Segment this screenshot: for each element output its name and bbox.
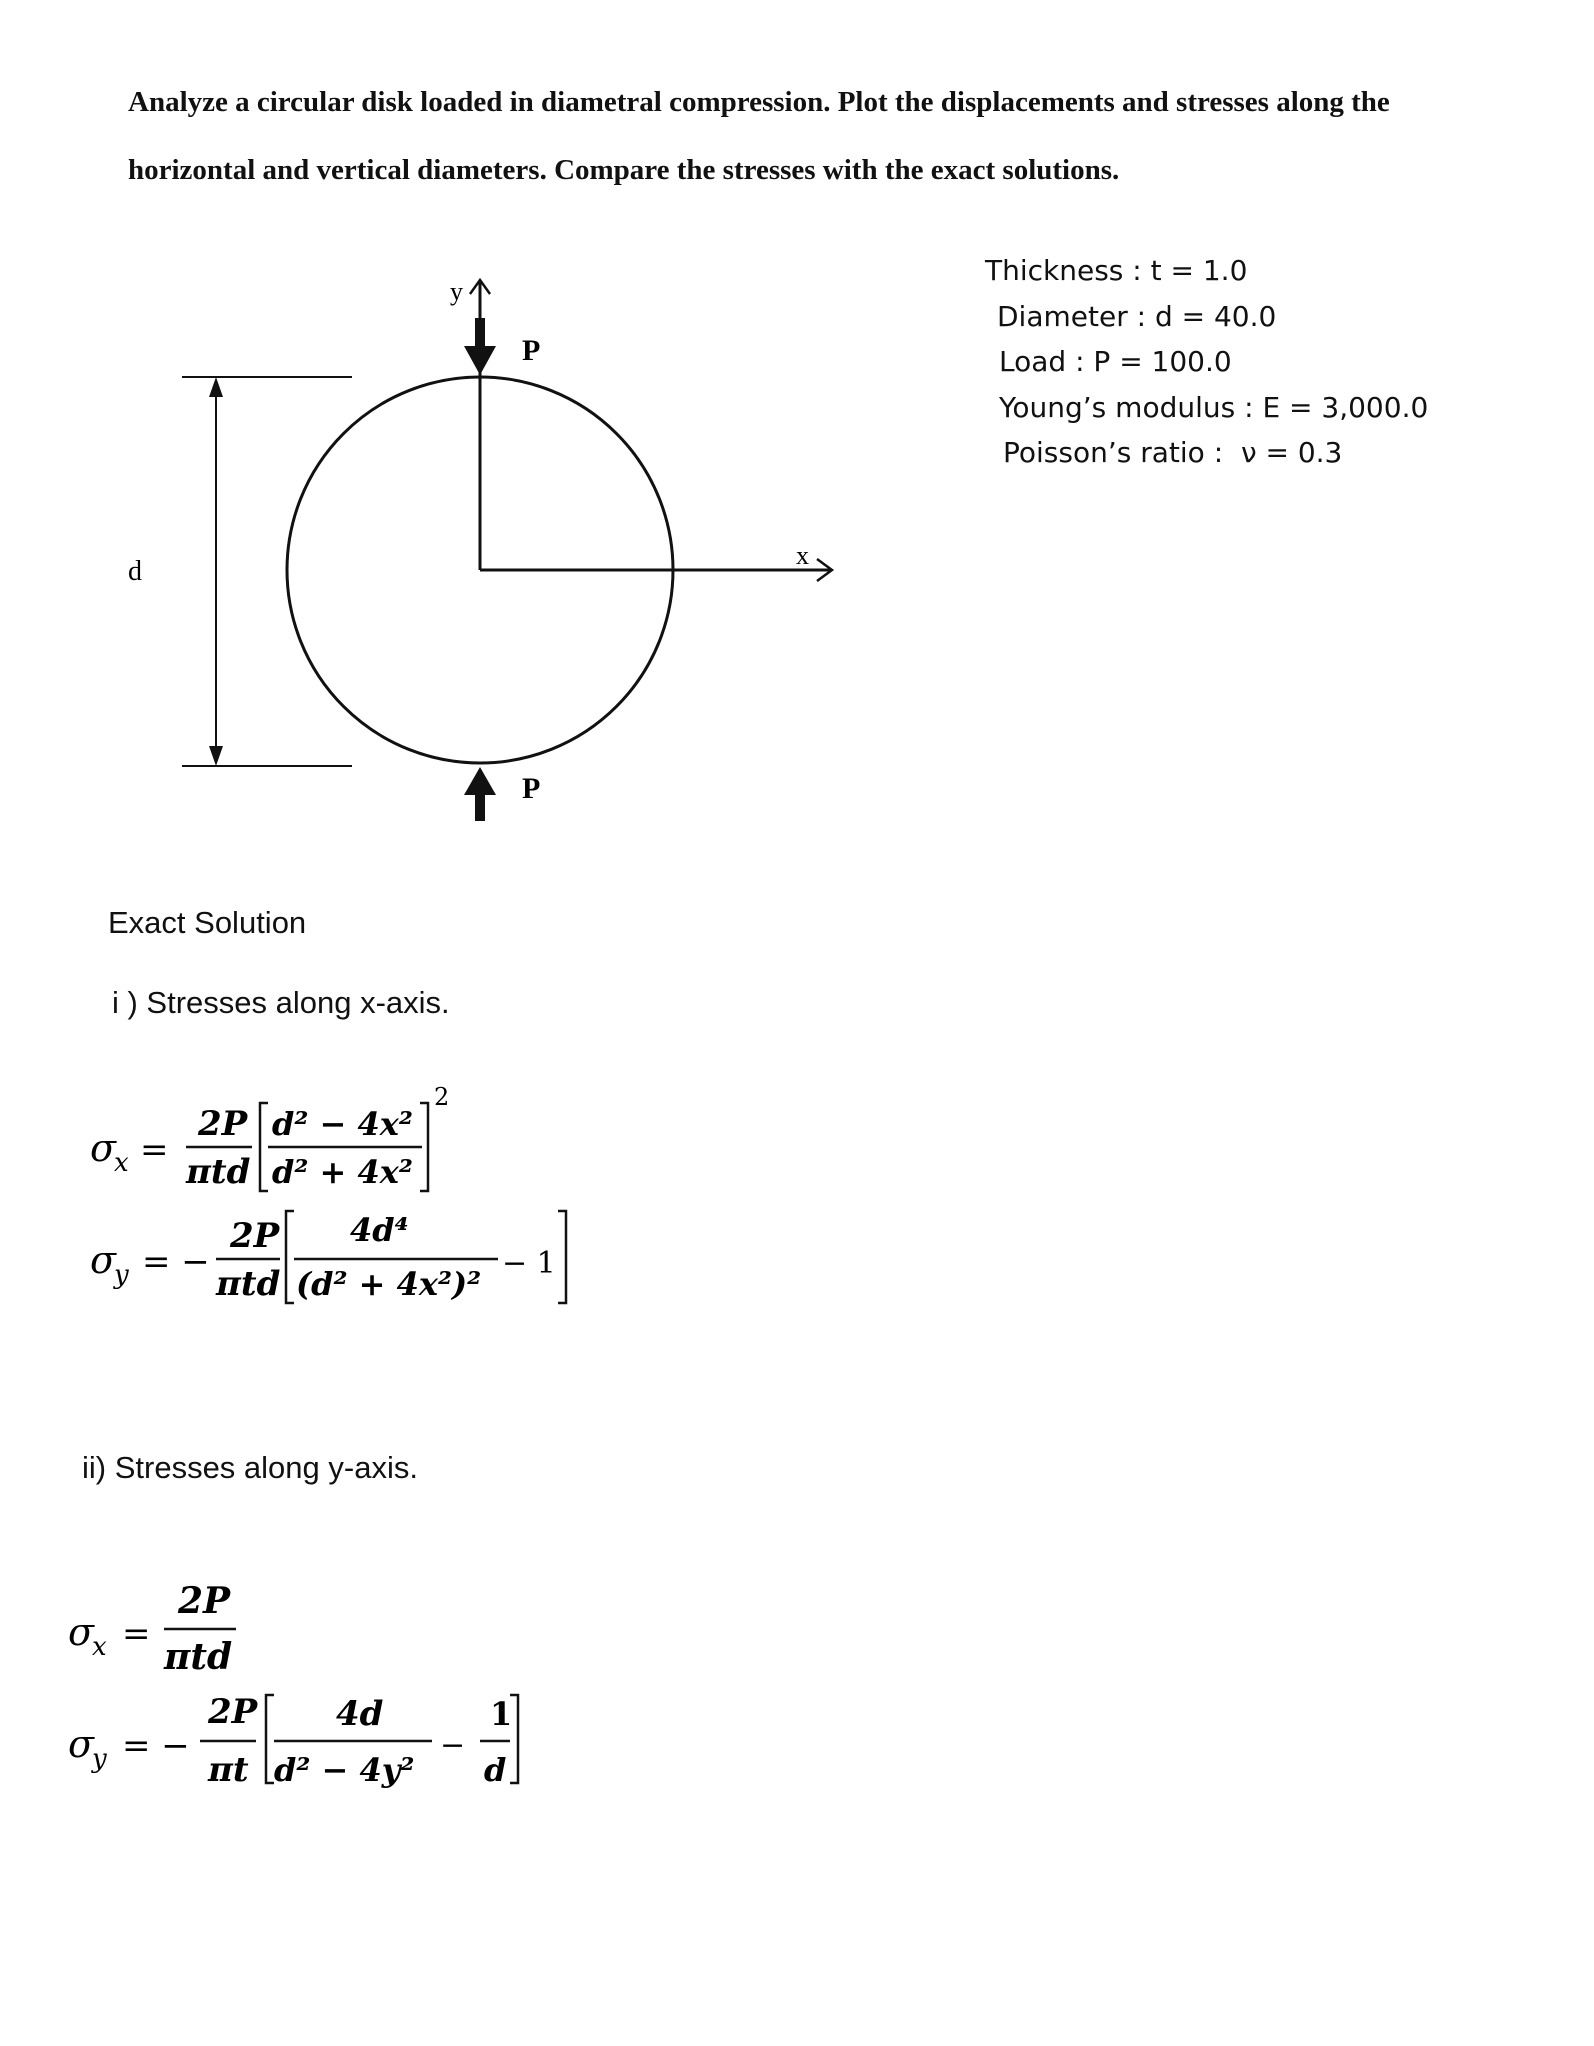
param-youngs-modulus: Young’s modulus : E = 3,000.0 — [999, 390, 1429, 424]
y-axis-label: y — [450, 277, 463, 306]
svg-text:−: − — [440, 1728, 466, 1763]
equation-sigma-y-along-x — [90, 1211, 566, 1304]
svg-text:πtd: πtd — [216, 1264, 281, 1304]
svg-text:2P: 2P — [208, 1692, 258, 1732]
svg-text:1: 1 — [490, 1695, 513, 1733]
load-top-arrow-icon — [464, 346, 496, 375]
svg-text:πtd: πtd — [186, 1152, 251, 1192]
svg-text:(d² + 4x²)²: (d² + 4x²)² — [296, 1265, 482, 1303]
equation-sigma-x-along-y — [68, 1580, 236, 1678]
load-top-label: P — [522, 334, 541, 367]
svg-text:4d⁴: 4d⁴ — [350, 1211, 409, 1249]
svg-text:2P: 2P — [178, 1580, 231, 1622]
load-bottom-label: P — [522, 772, 541, 805]
equations-x-axis — [80, 1065, 640, 1305]
svg-text:= −: = − — [142, 1242, 210, 1282]
svg-text:πtd: πtd — [164, 1636, 233, 1678]
problem-line-1: Analyze a circular disk loaded in diametral compression. Plot the displacements and stresses along the — [128, 86, 1390, 118]
load-bottom-shaft — [475, 793, 485, 821]
diameter-label: d — [128, 556, 142, 587]
problem-line-2: horizontal and vertical diameters. Compare the stresses with the exact solutions. — [128, 154, 1120, 186]
load-bottom-arrow-icon — [464, 767, 496, 795]
equation-sigma-x-along-x — [90, 1083, 449, 1192]
svg-text:2P: 2P — [198, 1104, 248, 1144]
svg-text:2: 2 — [434, 1083, 450, 1111]
svg-text:= −: = − — [122, 1726, 190, 1766]
svg-text:y: y — [92, 1744, 107, 1774]
svg-text:4d: 4d — [336, 1694, 384, 1734]
svg-text:=: = — [140, 1130, 169, 1170]
svg-text:σ: σ — [68, 1610, 94, 1654]
svg-text:x: x — [114, 1148, 129, 1178]
parameters-list — [985, 248, 1428, 476]
equation-sigma-y-along-y — [68, 1692, 518, 1790]
exact-solution-title: Exact Solution — [108, 905, 307, 940]
param-thickness: Thickness : t = 1.0 — [985, 254, 1248, 287]
load-top-shaft — [475, 318, 485, 348]
svg-text:− 1: − 1 — [502, 1246, 556, 1281]
svg-text:σ: σ — [90, 1238, 116, 1282]
section-2-heading: ii) Stresses along y-axis. — [82, 1450, 418, 1485]
param-poissons-ratio: Poisson’s ratio : ν = 0.3 — [1003, 436, 1343, 469]
disk-diagram — [120, 260, 880, 830]
svg-text:d² + 4x²: d² + 4x² — [272, 1153, 413, 1191]
param-load: Load : P = 100.0 — [999, 345, 1232, 378]
svg-text:πt: πt — [208, 1750, 249, 1790]
disk-figure — [120, 260, 880, 830]
svg-text:=: = — [122, 1614, 151, 1654]
problem-statement — [128, 68, 1548, 204]
equations-y-axis — [60, 1545, 580, 1795]
svg-text:x: x — [92, 1632, 107, 1662]
svg-text:σ: σ — [90, 1126, 116, 1170]
svg-text:2P: 2P — [230, 1216, 280, 1256]
param-diameter: Diameter : d = 40.0 — [997, 299, 1277, 333]
section-1-heading: i ) Stresses along x-axis. — [112, 985, 450, 1020]
svg-text:d² − 4x²: d² − 4x² — [272, 1105, 413, 1143]
svg-text:σ: σ — [68, 1722, 94, 1766]
svg-text:y: y — [114, 1260, 129, 1290]
dimension-arrow-down-icon — [209, 746, 223, 766]
svg-text:d: d — [484, 1751, 507, 1789]
svg-text:d² − 4y²: d² − 4y² — [274, 1751, 415, 1789]
x-axis-label: x — [796, 541, 809, 570]
dimension-arrow-up-icon — [209, 377, 223, 397]
